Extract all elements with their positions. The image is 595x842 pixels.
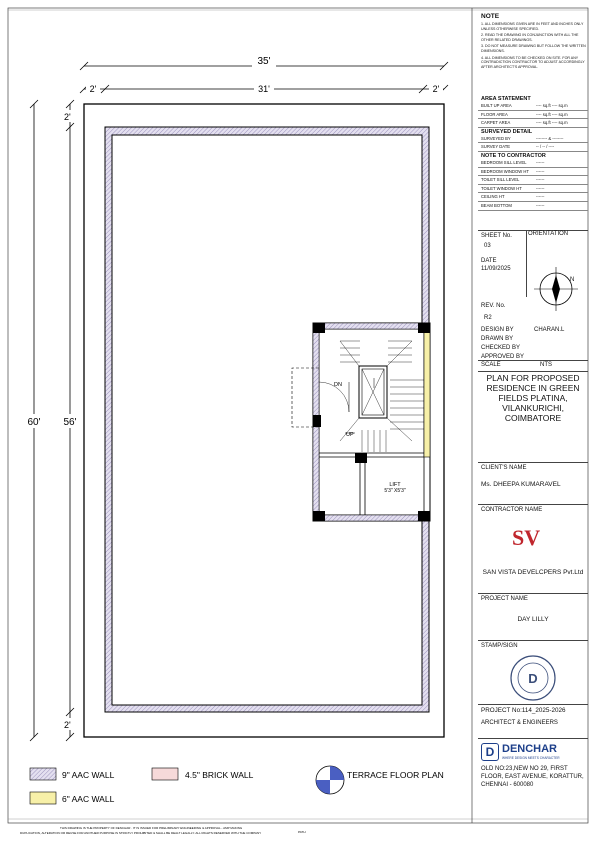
contractor-row: BEDROOM WINDOW HT ------ [478,168,588,177]
legend-swatch-aac9 [30,768,56,780]
footer-disclaimer-2: DUPLICATION, ALTERATION OR REUSE FOR ANOTHER PURPOSE IS STRICTLY PROHIBITED & SHALL BE DEALT LEGALLY. ALL RIGHTS RESERVED WITH THE COMPANY [20,831,262,835]
dim-top-right: 2' [432,84,440,94]
dim-left-bottom: 2' [64,720,71,730]
project-title: PLAN FOR PROPOSED RESIDENCE IN GREEN FIELDS PLATINA, VILANKURICHI, COIMBATORE [486,373,580,423]
surveyed-heading: SURVEYED DETAIL [481,128,533,135]
project-name-label: PROJECT NAME [481,596,528,602]
footer-path: PATH [298,830,306,834]
contractor-row: CEILING HT ------ [478,193,588,202]
contractor-logo: SV [512,525,541,550]
contractor-row: TOILET WINDOW HT ------ [478,185,588,194]
north-label: N [570,277,575,283]
orientation-label: ORIENTATION [528,231,569,237]
scale-label: SCALE [481,362,501,368]
svg-text:D: D [528,671,538,686]
design-by-label: DESIGN BY [481,327,514,333]
stamp-label: STAMP/SIGN [481,643,518,649]
title-block [478,12,588,820]
contractor-row: BEAM BOTTOM ------ [478,202,588,211]
stair-up-label: UP [346,432,354,438]
firm-name: DENCHAR [502,743,557,755]
dim-left-top: 2' [64,112,71,122]
legend-aac9-label: 9" AAC WALL [62,770,115,780]
architects-label: ARCHITECT & ENGINEERS [481,720,558,726]
contractor-value: SAN VISTA DEVELCPERS Pvt.Ltd [482,569,584,576]
firm-tagline: WHERE DESIGN MEETS CHARACTER [502,756,560,760]
lift-label: LIFT [389,482,401,488]
project-number: PROJECT No:114_2025-2026 [481,707,566,714]
stamp-seal-icon [508,653,558,703]
dim-top-total: 35' [257,56,271,67]
design-by-value: CHARAN.L [534,327,565,333]
staircase-block [292,323,430,521]
contractor-note-heading: NOTE TO CONTRACTOR [481,152,546,159]
dim-left-total: 60' [27,417,41,428]
client-label: CLIENT'S NAME [481,465,527,471]
rev-label: REV. No. [481,303,506,309]
plan-title: TERRACE FLOOR PLAN [347,770,444,780]
note-4: 4. ALL DIMENSIONS TO BE CHECKED ON SITE. FOR ANY CONTRADICTION CONTRACTOR TO ADJUST ACCORDINGLY AFTER ARCHITECT'S APPROVAL. [481,55,585,69]
dim-top-left: 2' [89,84,97,94]
note-heading: NOTE [481,13,500,20]
contractor-label: CONTRACTOR NAME [481,507,543,513]
dim-left-inner: 56' [63,417,77,428]
note-1: 1. ALL DIMENSIONS GIVEN ARE IN FEET AND INCHES ONLY UNLESS OTHERWISE SPECIFIED. [481,22,584,31]
sheet-label: SHEET No. [481,233,512,239]
approved-by-label: APPROVED BY [481,354,525,360]
stair-down-label: DN [334,382,342,388]
scale-value: NTS [540,362,552,368]
area-row: FLOOR AREA ---- sq.ft ---- sq.m [478,111,588,120]
surveyed-row: SURVEYED BY -------- & -------- [478,135,588,144]
firm-address: OLD NO:23,NEW NO 29, FIRST FLOOR, EAST AVENUE, KORATTUR, CHENNAI - 600080 [481,766,584,788]
note-3: 3. DO NOT MEASURE DRAWING BUT FOLLOW THE WRITTEN DIMENSIONS. [481,44,586,53]
legend-aac6-label: 6" AAC WALL [62,794,115,804]
drawn-by-label: DRAWN BY [481,336,514,342]
legend-swatch-aac6 [30,792,56,804]
contractor-row: TOILET SILL LEVEL ------ [478,176,588,185]
area-row: CARPET AREA ---- sq.ft ---- sq.m [478,119,588,128]
firm-logo-icon: D [481,743,499,761]
client-value: Ms. DHEEPA KUMARAVEL [481,481,561,488]
surveyed-row: SURVEY DATE -- / -- / ---- [478,143,588,152]
footer-disclaimer-1: THIS DRAWING IS THE PROPERTY OF DENCHAR . IT IS ISSUED FOR PRELIMINARY ENGINEERING & APPROVAL - AMP MAKING [60,826,243,830]
checked-by-label: CHECKED BY [481,345,521,351]
sheet-value: 03 [484,243,491,249]
note-2: 2. READ THE DRAWING IN CONJUNCTION WITH ALL THE OTHER RELATED DRAWINGS. [481,33,579,42]
north-arrow-icon [530,263,582,315]
rev-value: R2 [484,315,492,321]
area-row: BUILT UP AREA ---- sq.ft ---- sq.m [478,102,588,111]
lift-size: 5'3" X5'3" [384,488,406,494]
legend-swatch-brick [152,768,178,780]
project-name-value: DAY LILLY [517,616,549,623]
date-label: DATE [481,258,497,264]
date-value: 11/09/2025 [481,266,511,272]
legend-brick-label: 4.5" BRICK WALL [185,770,254,780]
dim-top-mid: 31' [258,84,270,94]
area-heading: AREA STATEMENT [481,96,531,102]
contractor-row: BEDROOM SILL LEVEL ------ [478,159,588,168]
